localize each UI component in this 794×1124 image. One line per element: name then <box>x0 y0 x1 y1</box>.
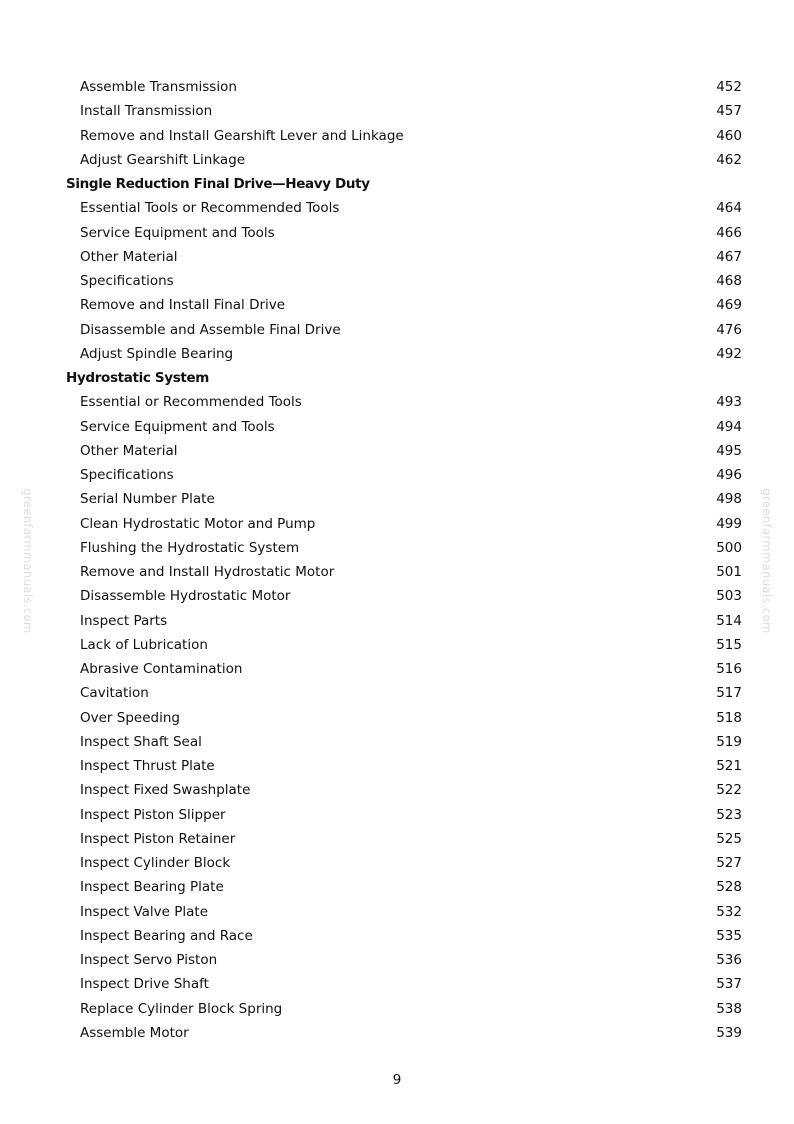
toc-entry-page-number: 499 <box>716 515 742 532</box>
toc-entry[interactable] <box>0 560 794 584</box>
toc-entry-title: Remove and Install Gearshift Lever and Linkage <box>80 127 404 144</box>
toc-section-title: Hydrostatic System <box>66 370 210 386</box>
toc-entry-title: Disassemble Hydrostatic Motor <box>80 588 291 605</box>
toc-entry-title: Adjust Spindle Bearing <box>80 345 234 362</box>
toc-entry-page-number: 537 <box>716 976 742 993</box>
toc-entry-title: Inspect Fixed Swashplate <box>80 782 251 799</box>
toc-entry-page-number: 498 <box>716 491 742 508</box>
watermark-right-text: greenfarmmanuals.com <box>760 488 774 634</box>
toc-entry-title: Inspect Servo Piston <box>80 952 218 968</box>
toc-entry[interactable] <box>0 293 794 317</box>
toc-entry[interactable] <box>0 318 794 342</box>
toc-entry[interactable] <box>0 827 794 851</box>
toc-entry[interactable] <box>0 463 794 487</box>
toc-entry-title: Cavitation <box>80 685 149 702</box>
toc-entry-title: Inspect Bearing Plate <box>80 879 224 896</box>
toc-entry-page-number: 521 <box>716 758 742 774</box>
toc-entry-title: Other Material <box>80 442 178 459</box>
toc-entry-title: Inspect Piston Slipper <box>80 806 226 823</box>
toc-entry-title: Essential or Recommended Tools <box>80 394 302 411</box>
toc-entry-page-number: 516 <box>716 661 742 677</box>
toc-entry-title: Other Material <box>80 248 178 265</box>
toc-entry-page-number: 536 <box>716 952 742 968</box>
toc-entry[interactable] <box>0 342 794 366</box>
toc-entry[interactable] <box>0 754 794 778</box>
toc-entry-page-number: 467 <box>716 248 742 265</box>
toc-entry-title: Abrasive Contamination <box>80 661 243 677</box>
toc-entry-title: Assemble Transmission <box>80 79 237 95</box>
toc-entry-page-number: 517 <box>716 685 742 702</box>
toc-entry-title: Adjust Gearshift Linkage <box>80 151 246 168</box>
toc-entry-title: Inspect Piston Retainer <box>80 830 236 847</box>
toc-entry-page-number: 528 <box>716 879 742 896</box>
toc-entry[interactable] <box>0 415 794 439</box>
toc-entry-page-number: 525 <box>716 830 742 847</box>
toc-entry[interactable] <box>0 875 794 899</box>
toc-entry-page-number: 476 <box>716 321 742 338</box>
toc-entry-title: Flushing the Hydrostatic System <box>80 539 300 556</box>
toc-entry-page-number: 495 <box>716 442 742 459</box>
toc-entry-page-number: 532 <box>716 903 742 920</box>
toc-entry-page-number: 494 <box>716 418 742 435</box>
toc-entry-title: Inspect Valve Plate <box>80 903 209 920</box>
toc-entry-title: Specifications <box>80 467 174 483</box>
toc-entry-page-number: 527 <box>716 855 742 871</box>
toc-entry-title: Replace Cylinder Block Spring <box>80 1000 283 1017</box>
toc-entry-title: Service Equipment and Tools <box>80 418 275 435</box>
table-of-contents <box>0 75 794 1045</box>
toc-entry-page-number: 466 <box>716 224 742 241</box>
toc-entry-title: Serial Number Plate <box>80 491 215 508</box>
toc-entry-page-number: 496 <box>716 467 742 483</box>
toc-entry-page-number: 462 <box>716 151 742 168</box>
toc-entry-title: Inspect Drive Shaft <box>80 976 209 993</box>
toc-entry-title: Assemble Motor <box>80 1024 189 1041</box>
toc-section-heading <box>0 172 794 196</box>
toc-section-heading <box>0 366 794 390</box>
toc-entry-page-number: 503 <box>716 588 742 605</box>
toc-entry-page-number: 468 <box>716 273 742 289</box>
toc-entry-title: Inspect Parts <box>80 612 168 629</box>
toc-entry[interactable] <box>0 124 794 148</box>
toc-entry-page-number: 539 <box>716 1024 742 1041</box>
toc-entry[interactable] <box>0 778 794 802</box>
toc-entry-title: Install Transmission <box>80 103 213 120</box>
toc-entry[interactable] <box>0 512 794 536</box>
toc-entry-title: Inspect Thrust Plate <box>80 758 215 774</box>
toc-entry-page-number: 469 <box>716 297 742 314</box>
toc-entry-page-number: 514 <box>716 612 742 629</box>
toc-entry[interactable] <box>0 75 794 99</box>
toc-entry[interactable] <box>0 706 794 730</box>
toc-entry-title: Over Speeding <box>80 709 180 726</box>
toc-entry[interactable] <box>0 269 794 293</box>
toc-entry-page-number: 501 <box>716 564 742 580</box>
toc-entry-page-number: 515 <box>716 636 742 653</box>
toc-entry-page-number: 500 <box>716 539 742 556</box>
toc-entry[interactable] <box>0 948 794 972</box>
toc-entry[interactable] <box>0 851 794 875</box>
toc-entry[interactable] <box>0 609 794 633</box>
toc-entry[interactable] <box>0 221 794 245</box>
toc-entry-title: Inspect Shaft Seal <box>80 733 202 750</box>
toc-entry[interactable] <box>0 584 794 608</box>
page-number: 9 <box>392 1072 402 1088</box>
toc-entry-page-number: 464 <box>716 200 742 217</box>
toc-entry[interactable] <box>0 245 794 269</box>
toc-entry-page-number: 452 <box>716 79 742 95</box>
toc-entry[interactable] <box>0 924 794 948</box>
toc-entry[interactable] <box>0 681 794 705</box>
toc-section-title: Single Reduction Final Drive—Heavy Duty <box>66 176 370 192</box>
toc-entry-title: Inspect Cylinder Block <box>80 855 231 871</box>
toc-entry-title: Essential Tools or Recommended Tools <box>80 200 340 217</box>
toc-entry[interactable] <box>0 972 794 996</box>
toc-entry-page-number: 492 <box>716 345 742 362</box>
toc-entry[interactable] <box>0 1021 794 1045</box>
toc-entry[interactable] <box>0 439 794 463</box>
toc-entry-page-number: 523 <box>716 806 742 823</box>
toc-entry-page-number: 538 <box>716 1000 742 1017</box>
watermark-left-text: greenfarmmanuals.com <box>21 488 35 634</box>
toc-entry-title: Service Equipment and Tools <box>80 224 275 241</box>
toc-entry[interactable] <box>0 196 794 220</box>
toc-entry[interactable] <box>0 900 794 924</box>
toc-entry-title: Inspect Bearing and Race <box>80 927 253 944</box>
toc-entry[interactable] <box>0 633 794 657</box>
toc-entry[interactable] <box>0 536 794 560</box>
toc-entry[interactable] <box>0 803 794 827</box>
toc-entry-title: Disassemble and Assemble Final Drive <box>80 321 341 338</box>
toc-entry[interactable] <box>0 997 794 1021</box>
toc-entry[interactable] <box>0 657 794 681</box>
toc-entry-title: Remove and Install Hydrostatic Motor <box>80 564 335 580</box>
toc-entry-page-number: 457 <box>716 103 742 120</box>
toc-entry-page-number: 522 <box>716 782 742 799</box>
toc-entry-page-number: 535 <box>716 927 742 944</box>
toc-entry[interactable] <box>0 730 794 754</box>
toc-entry-page-number: 519 <box>716 733 742 750</box>
toc-entry-page-number: 460 <box>716 127 742 144</box>
toc-entry[interactable] <box>0 487 794 511</box>
toc-entry-page-number: 493 <box>716 394 742 411</box>
toc-entry-page-number: 518 <box>716 709 742 726</box>
toc-entry-title: Clean Hydrostatic Motor and Pump <box>80 515 316 532</box>
toc-entry-title: Remove and Install Final Drive <box>80 297 286 314</box>
toc-entry-title: Lack of Lubrication <box>80 636 208 653</box>
toc-entry[interactable] <box>0 99 794 123</box>
toc-entry-title: Specifications <box>80 273 174 289</box>
toc-entry[interactable] <box>0 148 794 172</box>
toc-entry[interactable] <box>0 390 794 414</box>
